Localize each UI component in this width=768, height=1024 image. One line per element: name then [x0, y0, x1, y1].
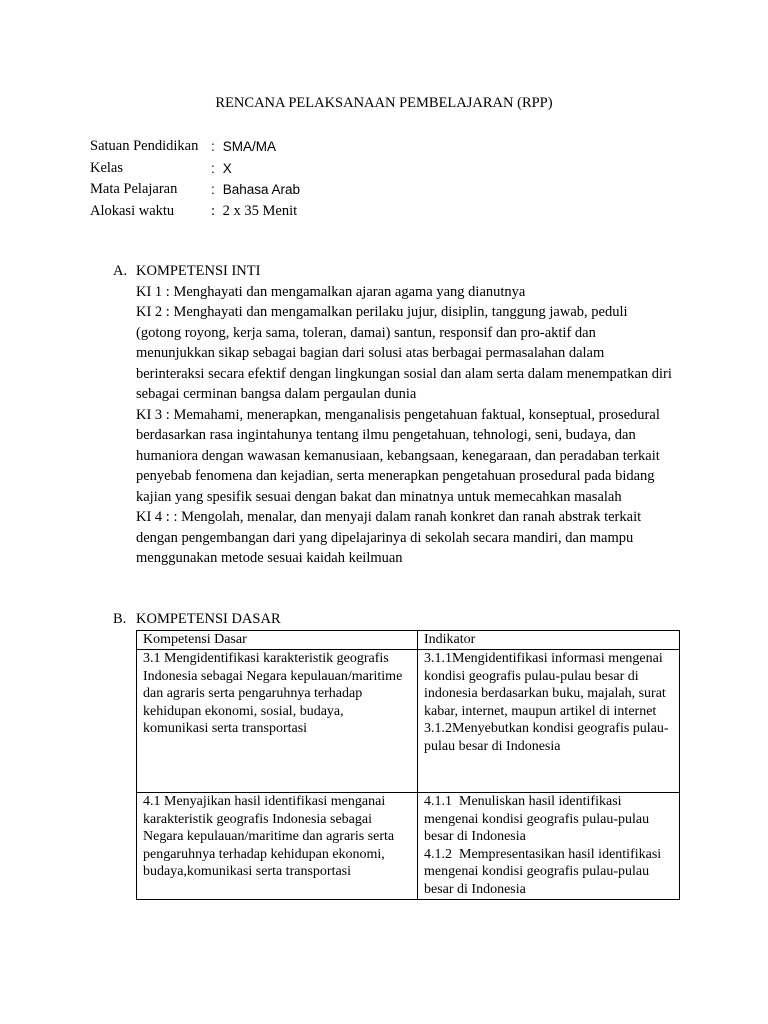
- indikator-cell: [418, 793, 680, 900]
- ki-3: KI 3 : Memahami, menerapkan, menganalisis pengetahuan faktual, konseptual, prosedural berdasarkan rasa ingintahunya tentang ilmu pengetahuan, tehnologi, seni, budaya, dan humaniora dengan wawasan kemanusiaan, kebangsaan, kenegaraan, dan peradaban terkait penyebab fenomena dan kejadian, serta menerapkan pengetahuan prosedural pada bidang kajian yang spesifik sesuai dengan bakat dan minatnya untuk memecahkan masalah: [136, 406, 660, 505]
- meta-row-mapel: [90, 179, 300, 201]
- meta-value: 2 x 35 Menit: [219, 202, 298, 219]
- kd-cell: 4.1 Menyajikan hasil identifikasi menganai karakteristik geografis Indonesia sebagai Negara kepulauan/maritime dan agraris serta pengaruhnya terhadap kehidupan ekonomi, budaya,komunikasi serta transportasi: [137, 793, 418, 900]
- meta-separator: :: [211, 139, 215, 154]
- meta-row-alokasi: [90, 201, 300, 223]
- table-header-row: [137, 631, 680, 650]
- section-title: KOMPETENSI DASAR: [136, 611, 281, 627]
- meta-separator: :: [211, 160, 215, 176]
- meta-label: Mata Pelajaran: [90, 181, 178, 197]
- indikator-item: 4.1.2 Mempresentasikan hasil identifikasi mengenai kondisi geografis pulau-pulau besar di Indonesia: [424, 846, 665, 897]
- meta-label: Kelas: [90, 159, 124, 176]
- ki-1: KI 1 : Menghayati dan mengamalkan ajaran agama yang dianutnya: [136, 283, 526, 300]
- kompetensi-dasar-table: [136, 630, 680, 900]
- ki-2: KI 2 : Menghayati dan mengamalkan perilaku jujur, disiplin, tanggung jawab, peduli (gotong royong, kerja sama, toleran, damai) santun, responsif dan pro-aktif dan menunjukkan sikap sebagai bagian dari solusi atas berbagai permasalahan dalam berinteraksi secara efektif dengan lingkungan sosial dan alam serta dalam menempatkan diri sebagai cerminan bangsa dalam pergaulan dunia: [136, 304, 672, 402]
- section-kompetensi-inti: [113, 261, 673, 569]
- indikator-item: 3.1.2Menyebutkan kondisi geografis pulau-pulau besar di Indonesia: [424, 721, 669, 754]
- indikator-cell: [418, 650, 680, 793]
- table-row: [137, 793, 680, 900]
- meta-label: Satuan Pendidikan: [90, 138, 199, 154]
- meta-value: SMA/MA: [219, 139, 277, 154]
- section-title: KOMPETENSI INTI: [136, 263, 261, 279]
- section-letter: A.: [113, 263, 128, 279]
- indikator-item: 3.1.1Mengidentifikasi informasi mengenai kondisi geografis pulau-pulau besar di indonesia berdasarkan buku, majalah, surat kabar, internet, maupun artikel di internet: [424, 651, 666, 719]
- meta-label: Alokasi waktu: [90, 202, 175, 219]
- section-kompetensi-dasar: [113, 609, 683, 630]
- column-header-kompetensi-dasar: Kompetensi Dasar: [137, 631, 418, 650]
- page-title: RENCANA PELAKSANAAN PEMBELAJARAN (RPP): [215, 95, 553, 111]
- section-letter: B.: [113, 611, 127, 627]
- meta-separator: :: [211, 182, 215, 197]
- kd-cell: 3.1 Mengidentifikasi karakteristik geografis Indonesia sebagai Negara kepulauan/maritime dan agraris serta pengaruhnya terhadap kehidupan ekonomi, sosial, budaya, komunikasi serta transportasi: [137, 650, 418, 793]
- section-heading: [113, 609, 683, 630]
- table-row: [137, 650, 680, 793]
- meta-row-kelas: [90, 158, 300, 180]
- ki-4: KI 4 : : Mengolah, menalar, dan menyaji dalam ranah konkret dan ranah abstrak terkait dengan pengembangan dari yang dipelajarinya di sekolah secara mandiri, dan mampu menggunakan metode sesuai kaidah keilmuan: [136, 509, 642, 566]
- meta-value: Bahasa Arab: [219, 182, 301, 197]
- meta-value: X: [219, 160, 232, 176]
- meta-row-satuan: [90, 136, 300, 158]
- section-heading: [113, 261, 673, 282]
- meta-separator: :: [211, 202, 216, 219]
- indikator-item: 4.1.1 Menuliskan hasil identifikasi mengenai kondisi geografis pulau-pulau besar di Indonesia: [424, 794, 653, 845]
- identity-block: [90, 136, 300, 222]
- column-header-indikator: Indikator: [418, 631, 680, 650]
